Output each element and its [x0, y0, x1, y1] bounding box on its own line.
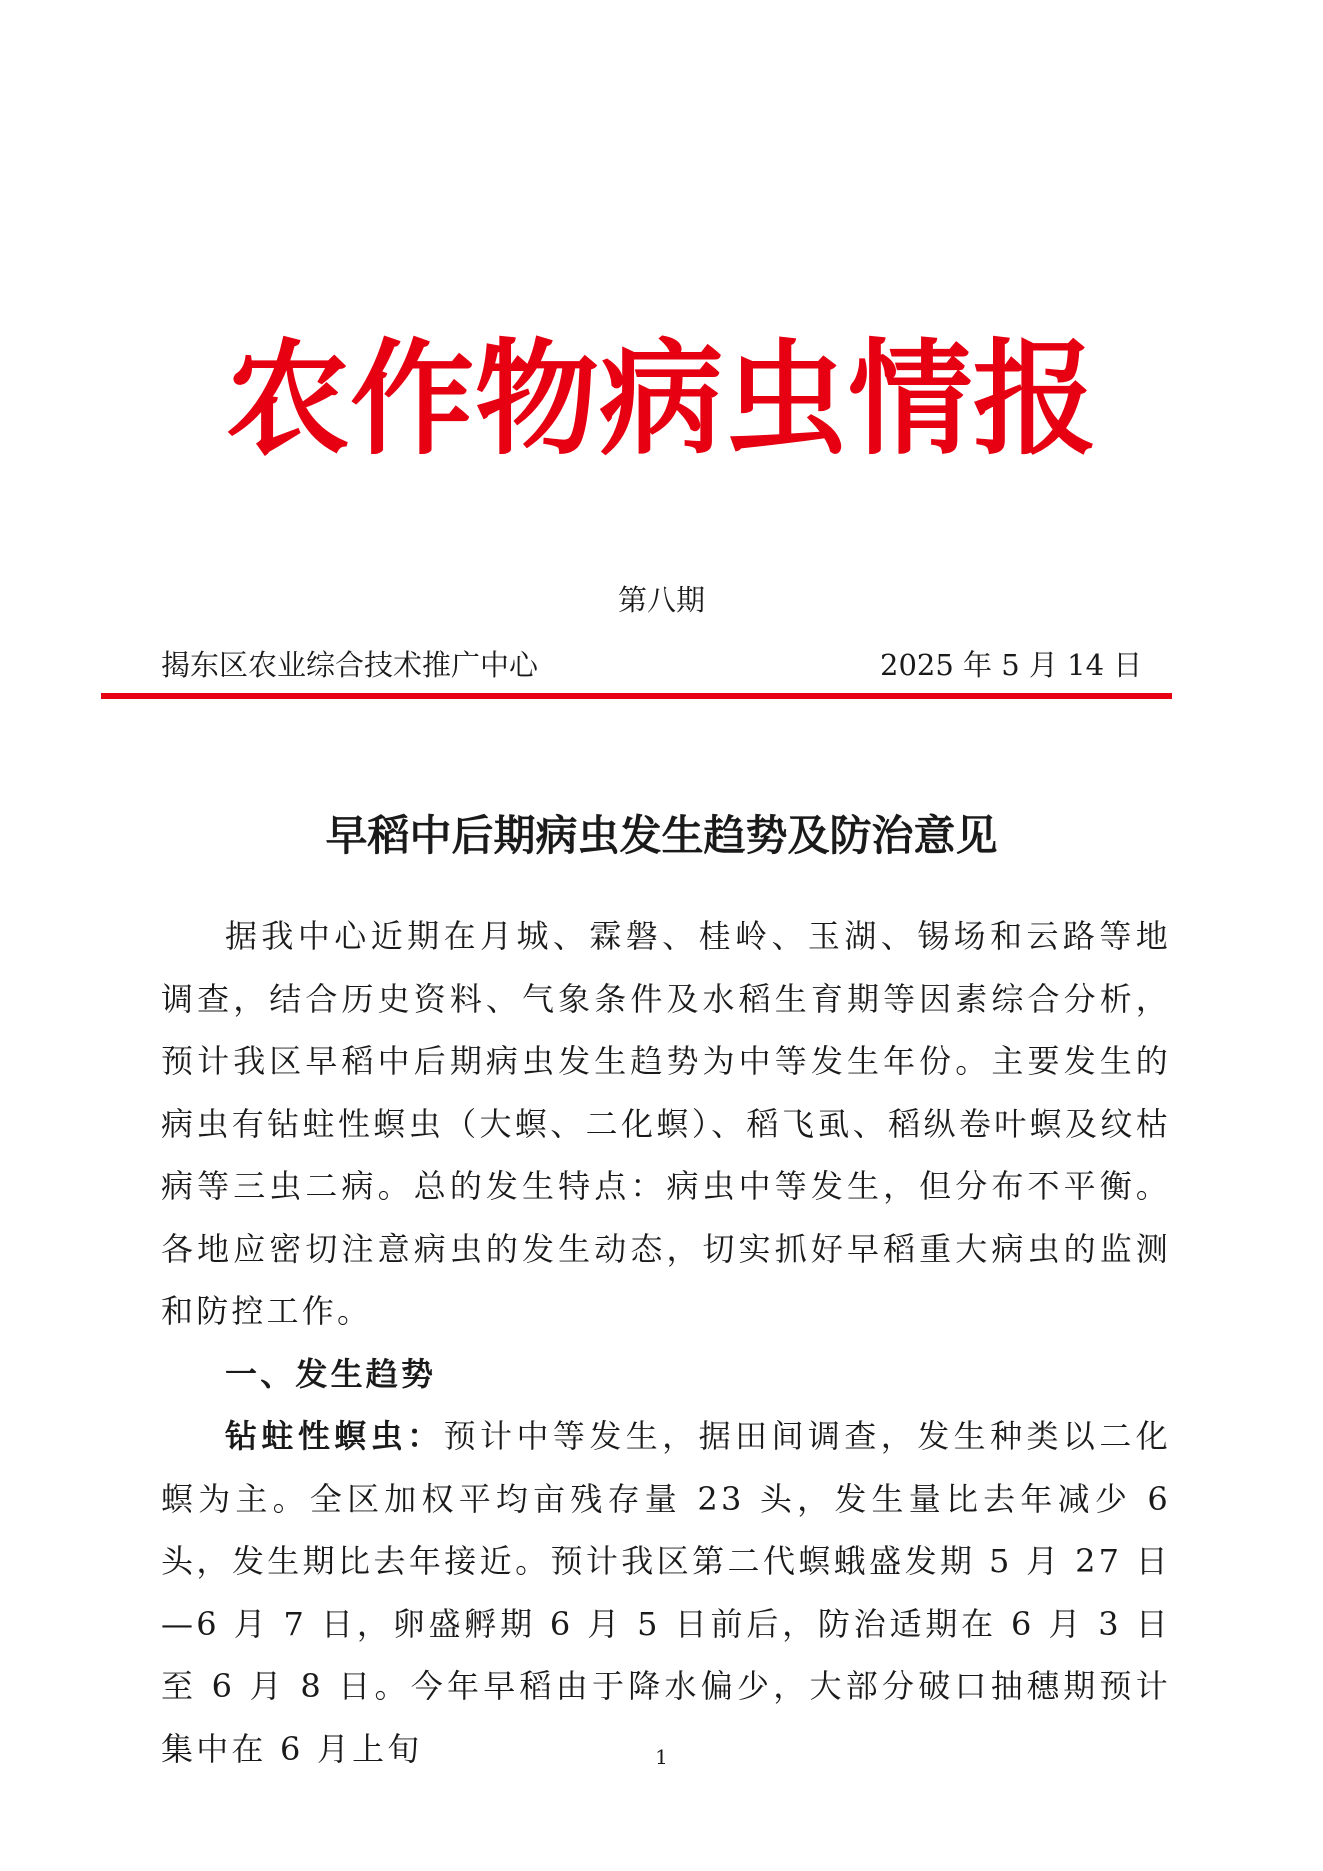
issuer-name: 揭东区农业综合技术推广中心 [161, 648, 539, 682]
page-number: 1 [655, 1745, 668, 1769]
document-body [161, 905, 1171, 1780]
issue-date: 2025 年 5 月 14 日 [880, 648, 1143, 682]
intro-paragraph: 据我中心近期在月城、霖磐、桂岭、玉湖、锡场和云路等地调查，结合历史资料、气象条件及水稻生育期等因素综合分析，预计我区早稻中后期病虫发生趋势为中等发生年份。主要发生的病虫有钻蛀性螟虫（大螟、二化螟）、稻飞虱、稻纵卷叶螟及纹枯病等三虫二病。总的发生特点：病虫中等发生，但分布不平衡。各地应密切注意病虫的发生动态，切实抓好早稻重大病虫的监测和防控工作。 [161, 917, 1171, 1330]
borer-text: 预计中等发生，据田间调查，发生种类以二化螟为主。全区加权平均亩残存量 23 头，发生量比去年减少 6 头，发生期比去年接近。预计我区第二代螟蛾盛发期 5 月 27 日—6 月 7 日，卵盛孵期 6 月 5 日前后，防治适期在 6 月 3 日至 6 月 8 日。今年早稻由于降水偏少，大部分破口抽穗期预计集中在 6 月上旬 [161, 1417, 1171, 1768]
borer-paragraph [161, 1405, 1171, 1780]
borer-lead: 钻蛀性螟虫： [225, 1417, 444, 1455]
document-title: 早稻中后期病虫发生趋势及防治意见 [325, 811, 998, 860]
issue-number: 第八期 [617, 583, 705, 617]
red-divider [101, 693, 1172, 699]
section-heading: 一、发生趋势 [225, 1354, 437, 1393]
masthead-title: 农作物病虫情报 [225, 328, 1098, 472]
